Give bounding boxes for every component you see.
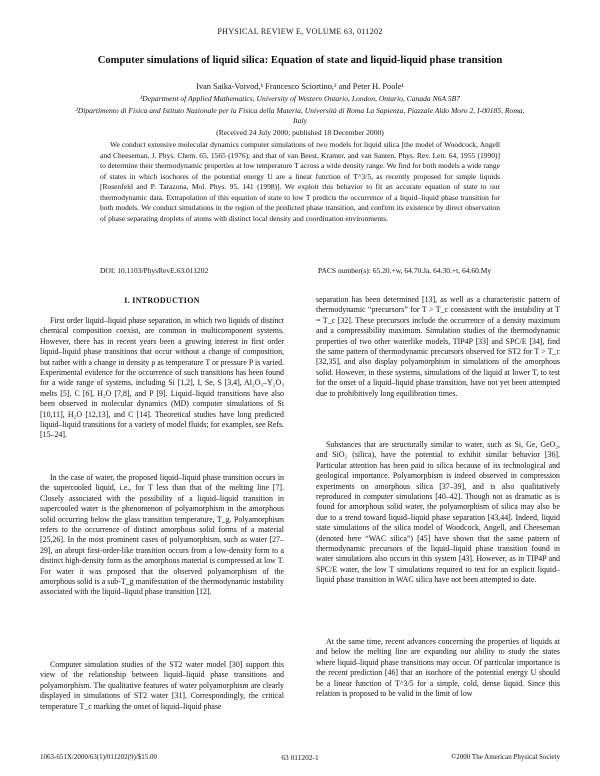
affiliation-1: ¹Department of Applied Mathematics, University of Western Ontario, London, Ontario, Canada N6A 5B7 bbox=[139, 94, 461, 103]
left-paragraph-2: In the case of water, the proposed liquid–liquid phase transition occurs in the supercooled liquid, i.e., for T less than that of the melting line [7]. Closely associated with the possibility of a liquid–liquid transition in supercooled water is the phenomenon of polyamorphism in the amorphous solid occurring below the glass transition temperature, T_g. Polyamorphism refers to the occurrence of distinct amorphous solid forms of a material [25,26]. In the most prominent cases of polyamorphism, such as water [27–29], an abrupt first-order-like transition occurs from a low-density form to a distinct high-density form as the amorphous material is compressed at low T. For water it was proposed that the observed polyamorphism of the amorphous solid is a sub-T_g manifestation of the thermodynamic instability associated with the liquid–liquid phase transition [12]. bbox=[40, 473, 284, 597]
received-date: (Received 24 July 2000; published 18 December 2000) bbox=[216, 128, 384, 137]
pacs-numbers: PACS number(s): 65.20.+w, 64.70.Ja, 64.30.+t, 64.60.My bbox=[318, 266, 492, 275]
affiliation-2: ²Dipartimento di Fisica and Istituto Nazionale per la Fisica della Materia, Università di Roma La Sapienza, Piazzale Aldo Moro 2, I-00185, Roma, Italy bbox=[75, 106, 525, 125]
right-paragraph-2: Substances that are structurally similar to water, such as Si, Ge, GeO₂, and SiO₂ (silica), have the potential to exhibit similar behavior [36]. Particular attention has been paid to silica because of its technological and geological importance. Polyamorphism is indeed observed in compression experiments on amorphous silica [37–39], and is also qualitatively reproduced in computer simulations [40–42]. Though not as dramatic as is found for amorphous solid water, the polyamorphism of silica may also be due to a trend toward liquid–liquid phase separation [43,44]. Indeed, liquid state simulations of the silica model of Woodcock, Angell, and Cheeseman (denoted here “WAC silica”) [45] have shown that the same pattern of thermodynamic precursors of the liquid–liquid phase transition found in water simulations also occurs in this system [43]. However, as in TIP4P and SPC/E water, the low T simulations required to test for an explicit liquid–liquid phase transition in WAC silica have not been attempted to date. bbox=[316, 440, 560, 585]
right-paragraph-3: At the same time, recent advances concerning the properties of liquids at and below the melting line are expanding our ability to study the states where liquid–liquid phase transitions may occur. Of particular importance is the recent prediction [46] that an isochore of the potential energy U should be a linear function of T^3/5 for a simple, cold, dense liquid. Since this relation is proposed to be valid in the limit of low bbox=[316, 637, 560, 699]
right-paragraph-1: separation has been determined [13], as well as a characteristic pattern of thermodynamic “precursors” for T > T_c consistent with the instability at T = T_c [32]. These precursors include the occurrence of a density maximum and a compressibility maximum. Simulation studies of the thermodynamic properties of two other waterlike models, TIP4P [33] and SPC/E [34], find the same pattern of thermodynamic precursors observed for ST2 for T > T_c [32,35], and also display polyamorphism in simulations of the amorphous solid. However, in these systems, simulations of the liquid at lower T, to test for the onset of a liquid–liquid phase transition, have not yet been attempted due to prohibitively long equilibration times. bbox=[316, 295, 560, 398]
section-heading: I. INTRODUCTION bbox=[124, 296, 200, 305]
footer-issn: 1063-651X/2000/63(1)/011202(9)/$15.00 bbox=[40, 753, 157, 761]
footer-page-number: 63 011202-1 bbox=[281, 753, 319, 762]
doi: DOI: 10.1103/PhysRevE.63.011202 bbox=[100, 266, 209, 275]
abstract: We conduct extensive molecular dynamics computer simulations of two models for liquid silica [the model of Woodcock, Angell and Cheeseman, J. Phys. Chem. 65, 1565 (1976); and that of van Beest, Kramer, and van Santen, Phys. Rev. Lett. 64, 1955 (1990)] to determine their thermodynamic properties at low temperature T across a wide density range. We find for both models a wide range of states in which isochores of the potential energy U are a linear function of T^3/5, as recently proposed for simple liquids [Rosenfeld and P. Tarazona, Mol. Phys. 95, 141 (1998)]. We exploit this behavior to fit an accurate equation of state to our thermodynamic data. Extrapolation of this equation of state to low T predicts the occurrence of a liquid–liquid phase transition for both models. We conduct simulations in the region of the predicted phase transition, and confirm its existence by direct observation of phase separating droplets of atoms with distinct local density and coordination environments. bbox=[100, 140, 500, 223]
left-paragraph-3: Computer simulation studies of the ST2 water model [30] support this view of the relationship between liquid–liquid phase transitions and polyamorphism. The qualitative features of water polyamorphism are clearly displayed in simulations of ST2 water [31]. Correspondingly, the critical temperature T_c marking the onset of liquid–liquid phase bbox=[40, 660, 284, 711]
left-paragraph-1: First order liquid–liquid phase separation, in which two liquids of distinct chemical composition coexist, are common in multicomponent systems. However, there has in recent years been a growing interest in first order liquid–liquid phase transitions that occur without a change of composition, but rather with a change in density ρ as temperature T or pressure P is varied. Experimental evidence for the occurrence of such transitions has been found for a wide range of systems, including Si [1,2], I, Se, S [3,4], Al₂O₃–Y₂O₃ melts [5], C [6], H₂O [7,8], and P [9]. Liquid–liquid transitions have also been observed in molecular dynamics (MD) computer simulations of Si [10,11], H₂O [12,13], and C [14]. Theoretical studies have long predicted liquid–liquid transitions for a variety of model fluids; for examples, see Refs. [15–24]. bbox=[40, 316, 284, 440]
author-list: Ivan Saika-Voivod,¹ Francesco Sciortino,² and Peter H. Poole¹ bbox=[196, 82, 404, 91]
journal-header: PHYSICAL REVIEW E, VOLUME 63, 011202 bbox=[217, 27, 383, 36]
footer-copyright: ©2000 The American Physical Society bbox=[450, 753, 560, 761]
paper-title: Computer simulations of liquid silica: Equation of state and liquid-liquid phase transition bbox=[97, 55, 503, 66]
